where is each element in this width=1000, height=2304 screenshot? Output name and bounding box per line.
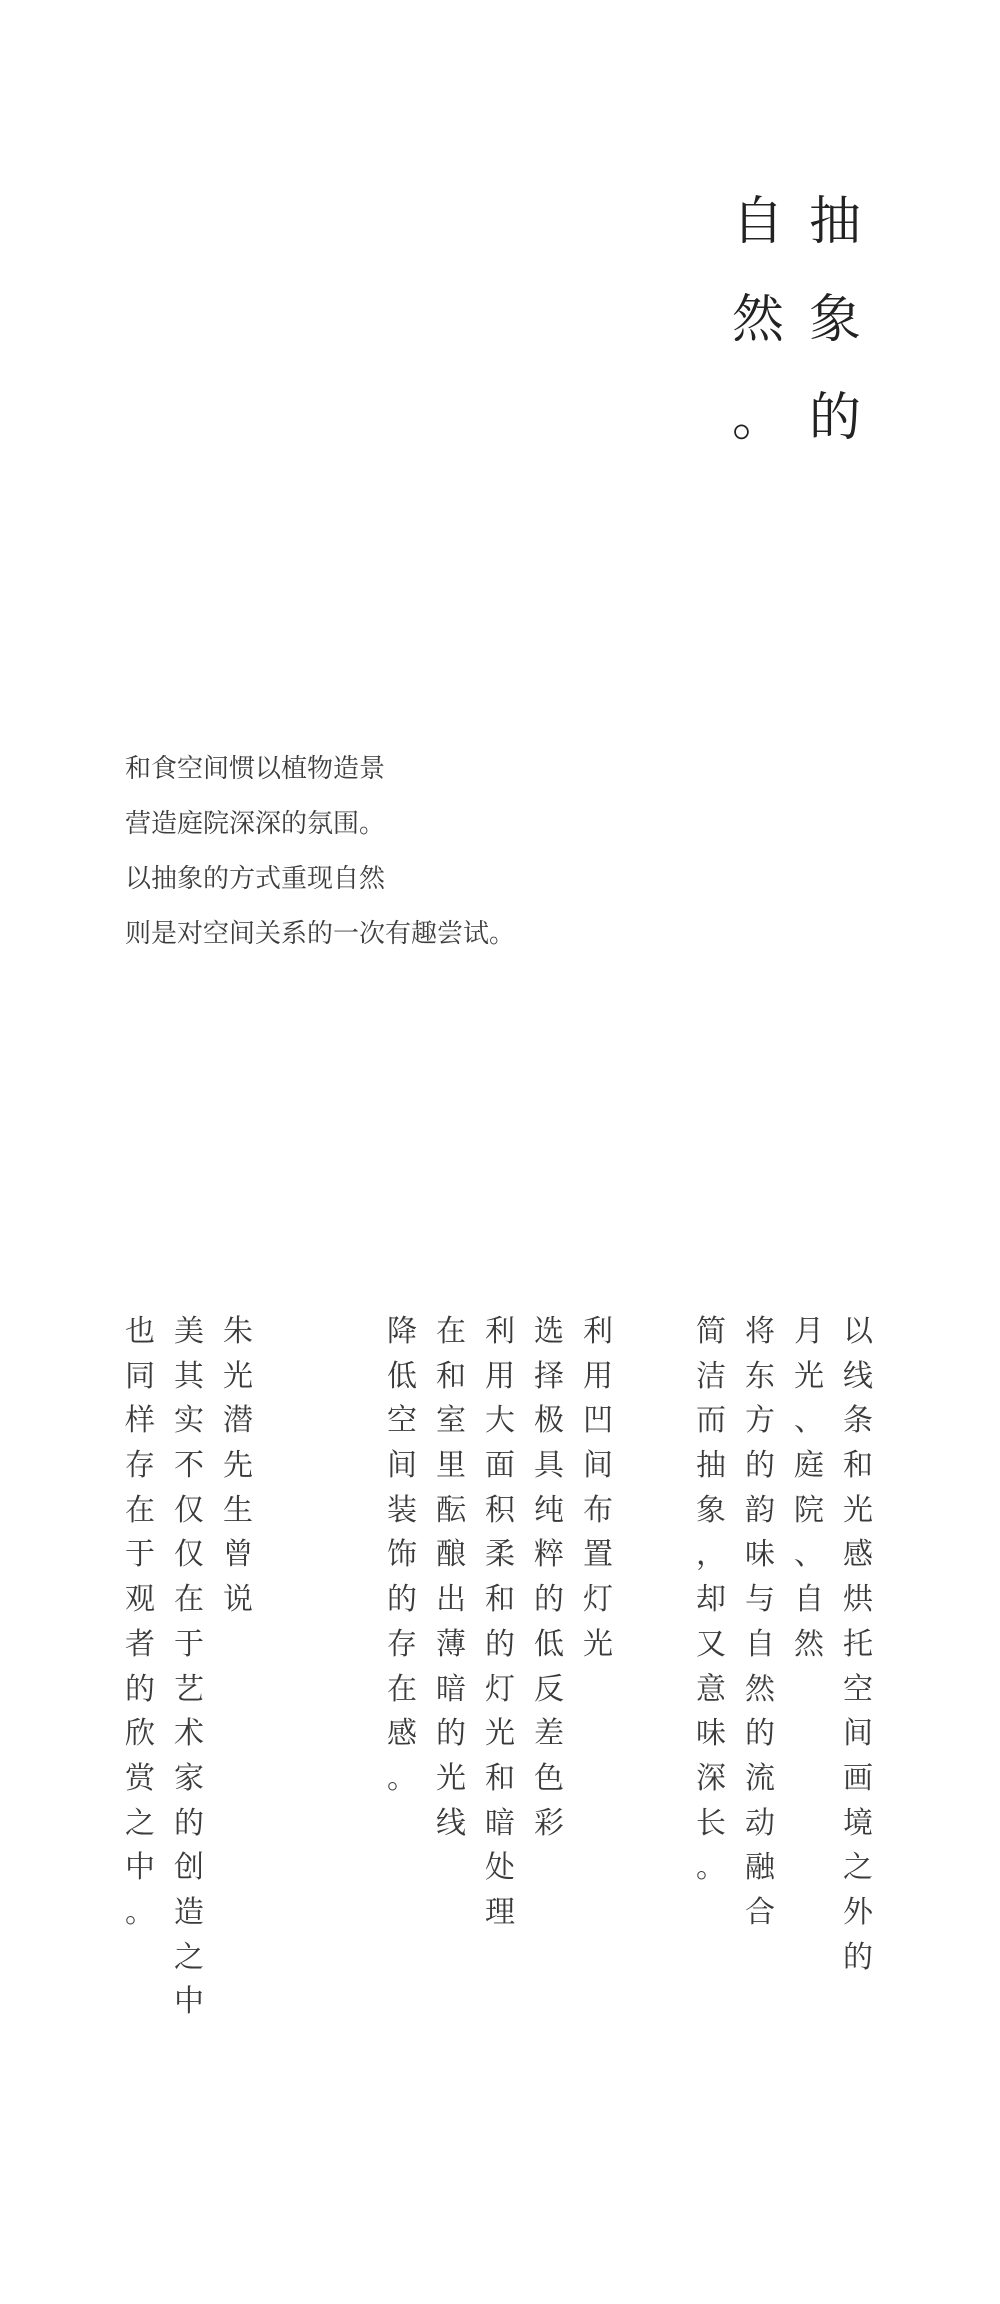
vertical-char: 装 bbox=[387, 1492, 417, 1528]
vertical-char: 的 bbox=[485, 1626, 515, 1662]
vertical-char: 光 bbox=[436, 1760, 466, 1796]
vertical-char: 不 bbox=[174, 1448, 204, 1484]
vertical-char: 洁 bbox=[696, 1358, 726, 1394]
vertical-char: 大 bbox=[485, 1403, 515, 1439]
vertical-char: 仅 bbox=[174, 1537, 204, 1573]
vertical-char: 深 bbox=[696, 1760, 726, 1796]
vertical-char: 线 bbox=[436, 1805, 466, 1841]
vertical-char: 仅 bbox=[174, 1492, 204, 1528]
vertical-char: 以 bbox=[843, 1314, 873, 1349]
intro-line: 营造庭院深深的氛围。 bbox=[125, 809, 386, 839]
vertical-char: 用 bbox=[485, 1358, 515, 1394]
vertical-char: 艺 bbox=[174, 1671, 204, 1707]
vertical-char: 合 bbox=[745, 1894, 775, 1930]
vertical-char: 之 bbox=[125, 1805, 155, 1841]
vertical-char: 的 bbox=[745, 1716, 775, 1752]
vertical-char: 味 bbox=[745, 1537, 775, 1573]
title-column-1 bbox=[805, 192, 865, 486]
intro-paragraph bbox=[125, 742, 515, 962]
vertical-char: 与 bbox=[745, 1582, 775, 1618]
vertical-char: 曾 bbox=[223, 1537, 253, 1573]
vertical-char: 的 bbox=[174, 1805, 204, 1841]
vertical-char: 感 bbox=[843, 1537, 873, 1573]
vertical-char: 也 bbox=[125, 1314, 155, 1349]
vertical-char: 。 bbox=[731, 388, 784, 448]
vertical-char: 条 bbox=[843, 1403, 873, 1439]
vertical-char: 抽 bbox=[808, 192, 861, 252]
vertical-char: 欣 bbox=[125, 1716, 155, 1752]
vertical-char: 的 bbox=[808, 388, 861, 448]
title-column-2 bbox=[728, 192, 788, 486]
vertical-char: 自 bbox=[794, 1582, 824, 1618]
vertical-char: 薄 bbox=[436, 1626, 466, 1662]
vertical-char: 中 bbox=[125, 1850, 155, 1886]
vertical-char: 用 bbox=[583, 1358, 613, 1394]
vertical-char: 味 bbox=[696, 1716, 726, 1752]
vertical-char: 暗 bbox=[485, 1805, 515, 1841]
body-column-5 bbox=[578, 1310, 618, 1668]
vertical-char: 。 bbox=[387, 1760, 417, 1796]
vertical-char: 的 bbox=[534, 1582, 564, 1618]
vertical-char: 实 bbox=[174, 1403, 204, 1439]
vertical-char: 却 bbox=[696, 1582, 726, 1618]
vertical-char: 观 bbox=[125, 1582, 155, 1618]
vertical-char: 造 bbox=[174, 1894, 204, 1930]
vertical-char: 将 bbox=[745, 1314, 775, 1349]
vertical-char: 先 bbox=[223, 1448, 253, 1484]
vertical-char: 灯 bbox=[583, 1582, 613, 1618]
vertical-char: 处 bbox=[485, 1850, 515, 1886]
vertical-char: 利 bbox=[485, 1314, 515, 1349]
vertical-char: 感 bbox=[387, 1716, 417, 1752]
vertical-char: 里 bbox=[436, 1448, 466, 1484]
body-column-3 bbox=[740, 1310, 780, 1936]
vertical-char: 降 bbox=[387, 1314, 417, 1349]
body-column-2 bbox=[789, 1310, 829, 1668]
body-column-7 bbox=[480, 1310, 520, 1936]
vertical-char: 置 bbox=[583, 1537, 613, 1573]
vertical-char: 的 bbox=[436, 1716, 466, 1752]
vertical-char: 酝 bbox=[436, 1492, 466, 1528]
vertical-char: 、 bbox=[794, 1403, 824, 1439]
vertical-char: 选 bbox=[534, 1314, 564, 1349]
vertical-char: 反 bbox=[534, 1671, 564, 1707]
vertical-char: 韵 bbox=[745, 1492, 775, 1528]
body-column-12 bbox=[120, 1310, 160, 1936]
vertical-char: 说 bbox=[223, 1582, 253, 1618]
vertical-char: 在 bbox=[387, 1671, 417, 1707]
vertical-char: 存 bbox=[387, 1626, 417, 1662]
vertical-char: 和 bbox=[485, 1760, 515, 1796]
body-column-4 bbox=[691, 1310, 731, 1891]
vertical-char: 境 bbox=[843, 1805, 873, 1841]
vertical-char: 理 bbox=[485, 1894, 515, 1930]
vertical-char: 空 bbox=[843, 1671, 873, 1707]
vertical-char: 柔 bbox=[485, 1537, 515, 1573]
vertical-char: 院 bbox=[794, 1492, 824, 1528]
vertical-char: 间 bbox=[843, 1716, 873, 1752]
vertical-char: 自 bbox=[731, 192, 784, 252]
vertical-char: 样 bbox=[125, 1403, 155, 1439]
vertical-char: 然 bbox=[731, 290, 784, 350]
vertical-char: 生 bbox=[223, 1492, 253, 1528]
vertical-char: 间 bbox=[387, 1448, 417, 1484]
vertical-char: 光 bbox=[485, 1716, 515, 1752]
vertical-char: 灯 bbox=[485, 1671, 515, 1707]
vertical-char: 创 bbox=[174, 1850, 204, 1886]
vertical-char: 具 bbox=[534, 1448, 564, 1484]
vertical-char: 。 bbox=[125, 1894, 155, 1930]
vertical-char: 中 bbox=[174, 1984, 204, 2020]
vertical-char: 。 bbox=[696, 1850, 726, 1886]
vertical-char: 室 bbox=[436, 1403, 466, 1439]
vertical-char: 的 bbox=[387, 1582, 417, 1618]
vertical-char: 暗 bbox=[436, 1671, 466, 1707]
vertical-char: 光 bbox=[843, 1492, 873, 1528]
vertical-char: 光 bbox=[794, 1358, 824, 1394]
vertical-char: 在 bbox=[174, 1582, 204, 1618]
vertical-char: 意 bbox=[696, 1671, 726, 1707]
intro-line: 则是对空间关系的一次有趣尝试。 bbox=[125, 919, 516, 949]
vertical-char: 极 bbox=[534, 1403, 564, 1439]
vertical-char: 托 bbox=[843, 1626, 873, 1662]
body-column-10 bbox=[218, 1310, 258, 1623]
vertical-char: 在 bbox=[436, 1314, 466, 1349]
intro-line: 和食空间惯以植物造景 bbox=[125, 754, 386, 784]
vertical-char: 的 bbox=[125, 1671, 155, 1707]
vertical-char: 存 bbox=[125, 1448, 155, 1484]
vertical-char: 融 bbox=[745, 1850, 775, 1886]
vertical-char: 而 bbox=[696, 1403, 726, 1439]
vertical-char: 和 bbox=[485, 1582, 515, 1618]
vertical-char: 、 bbox=[794, 1537, 824, 1573]
vertical-char: 低 bbox=[387, 1358, 417, 1394]
vertical-char: 积 bbox=[485, 1492, 515, 1528]
vertical-char: 其 bbox=[174, 1358, 204, 1394]
vertical-char: 色 bbox=[534, 1760, 564, 1796]
body-column-8 bbox=[431, 1310, 471, 1846]
vertical-char: 然 bbox=[794, 1626, 824, 1662]
vertical-char: 者 bbox=[125, 1626, 155, 1662]
vertical-char: 简 bbox=[696, 1314, 726, 1349]
vertical-char: 布 bbox=[583, 1492, 613, 1528]
vertical-char: 赏 bbox=[125, 1760, 155, 1796]
vertical-char: 于 bbox=[125, 1537, 155, 1573]
vertical-char: 面 bbox=[485, 1448, 515, 1484]
vertical-char: ， bbox=[696, 1537, 726, 1573]
vertical-char: 朱 bbox=[223, 1314, 253, 1349]
vertical-char: 饰 bbox=[387, 1537, 417, 1573]
body-column-9 bbox=[382, 1310, 422, 1802]
body-column-6 bbox=[529, 1310, 569, 1846]
vertical-char: 烘 bbox=[843, 1582, 873, 1618]
body-column-11 bbox=[169, 1310, 209, 2025]
vertical-char: 然 bbox=[745, 1671, 775, 1707]
vertical-char: 凹 bbox=[583, 1403, 613, 1439]
vertical-char: 粹 bbox=[534, 1537, 564, 1573]
vertical-char: 同 bbox=[125, 1358, 155, 1394]
body-column-1 bbox=[838, 1310, 878, 1980]
vertical-char: 又 bbox=[696, 1626, 726, 1662]
vertical-char: 于 bbox=[174, 1626, 204, 1662]
vertical-char: 利 bbox=[583, 1314, 613, 1349]
vertical-char: 之 bbox=[843, 1850, 873, 1886]
vertical-char: 择 bbox=[534, 1358, 564, 1394]
vertical-char: 流 bbox=[745, 1760, 775, 1796]
vertical-char: 光 bbox=[223, 1358, 253, 1394]
vertical-char: 差 bbox=[534, 1716, 564, 1752]
vertical-char: 外 bbox=[843, 1894, 873, 1930]
vertical-char: 的 bbox=[843, 1939, 873, 1975]
vertical-char: 的 bbox=[745, 1448, 775, 1484]
vertical-char: 低 bbox=[534, 1626, 564, 1662]
vertical-char: 间 bbox=[583, 1448, 613, 1484]
vertical-char: 纯 bbox=[534, 1492, 564, 1528]
vertical-char: 家 bbox=[174, 1760, 204, 1796]
vertical-char: 潜 bbox=[223, 1403, 253, 1439]
vertical-char: 长 bbox=[696, 1805, 726, 1841]
vertical-char: 抽 bbox=[696, 1448, 726, 1484]
vertical-char: 和 bbox=[436, 1358, 466, 1394]
vertical-char: 方 bbox=[745, 1403, 775, 1439]
vertical-char: 自 bbox=[745, 1626, 775, 1662]
vertical-char: 东 bbox=[745, 1358, 775, 1394]
vertical-char: 术 bbox=[174, 1716, 204, 1752]
vertical-char: 象 bbox=[808, 290, 861, 350]
vertical-char: 动 bbox=[745, 1805, 775, 1841]
vertical-char: 出 bbox=[436, 1582, 466, 1618]
vertical-char: 空 bbox=[387, 1403, 417, 1439]
vertical-char: 象 bbox=[696, 1492, 726, 1528]
vertical-char: 美 bbox=[174, 1314, 204, 1349]
vertical-char: 庭 bbox=[794, 1448, 824, 1484]
vertical-char: 光 bbox=[583, 1626, 613, 1662]
vertical-char: 彩 bbox=[534, 1805, 564, 1841]
vertical-char: 月 bbox=[794, 1314, 824, 1349]
vertical-char: 在 bbox=[125, 1492, 155, 1528]
intro-line: 以抽象的方式重现自然 bbox=[125, 864, 386, 894]
vertical-char: 之 bbox=[174, 1939, 204, 1975]
vertical-char: 画 bbox=[843, 1760, 873, 1796]
vertical-char: 线 bbox=[843, 1358, 873, 1394]
vertical-char: 和 bbox=[843, 1448, 873, 1484]
vertical-char: 酿 bbox=[436, 1537, 466, 1573]
